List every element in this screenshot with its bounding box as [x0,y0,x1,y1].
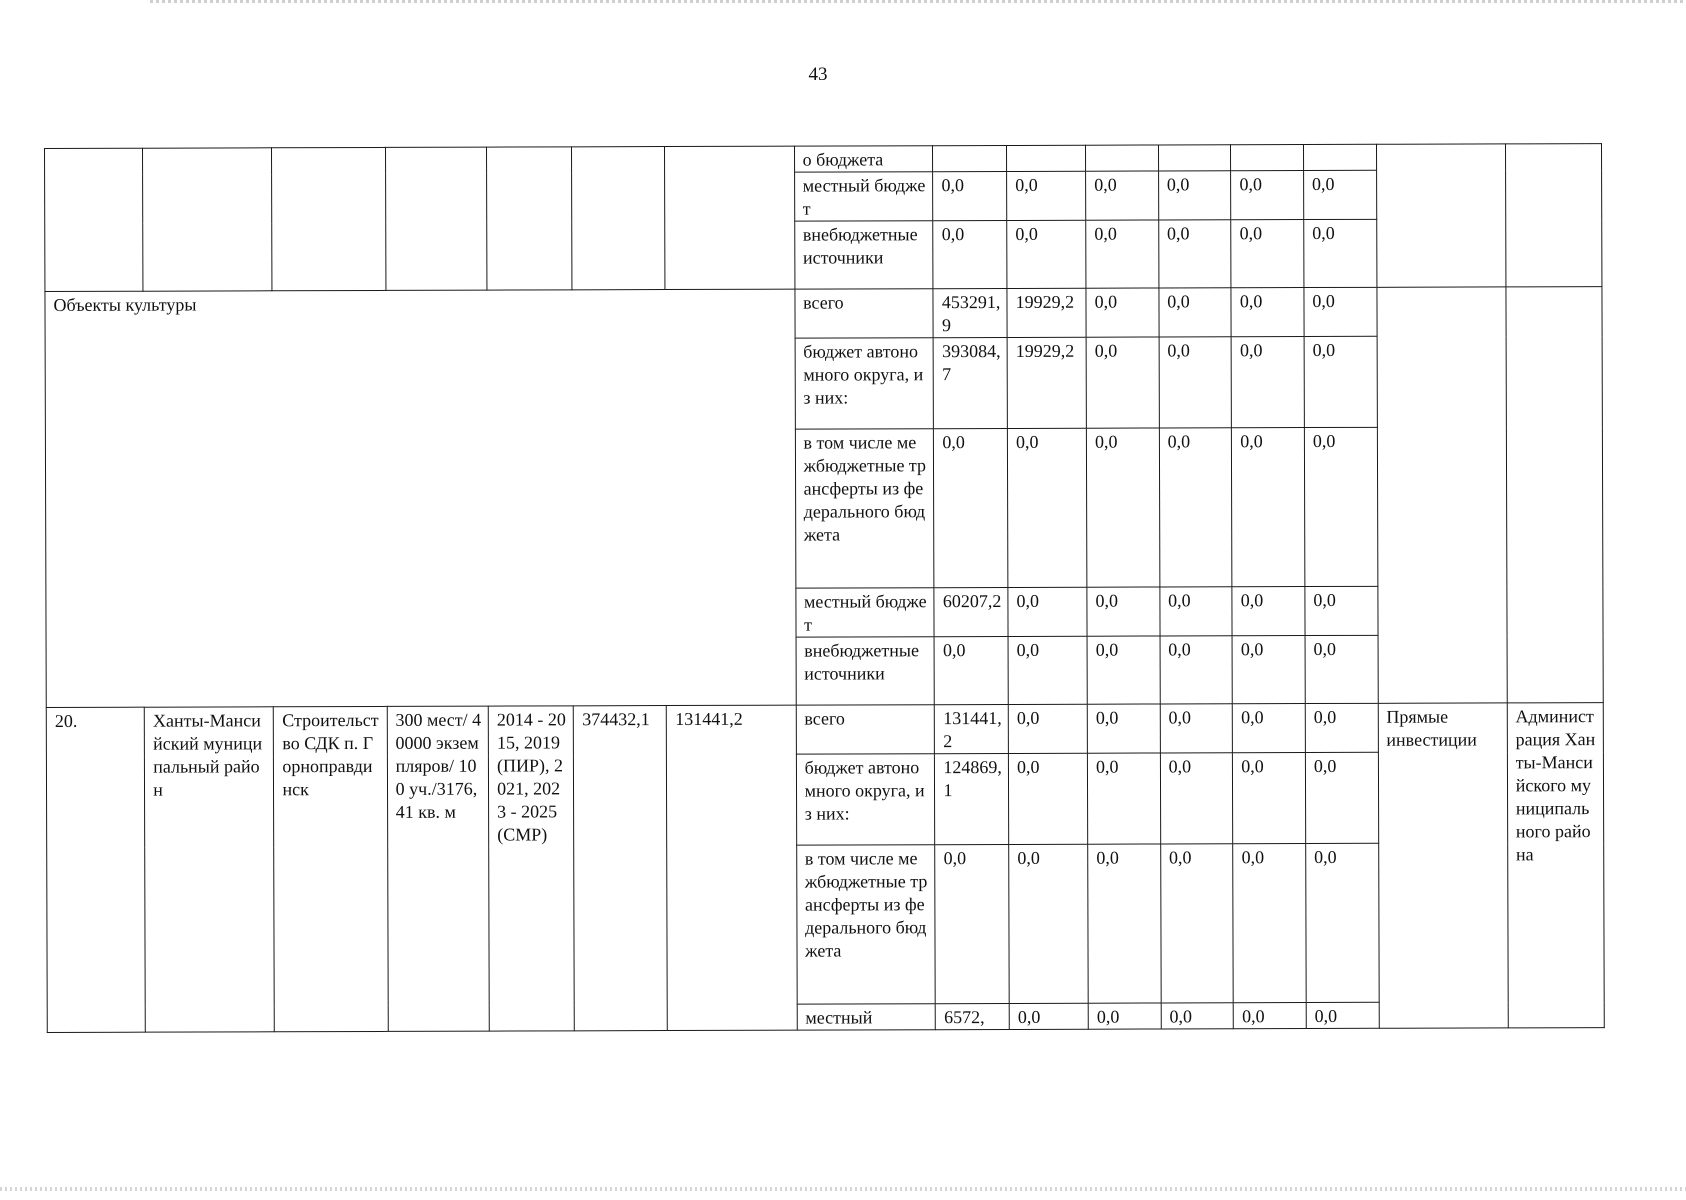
value-cell: 0,0 [1231,337,1304,428]
value-cell [1158,145,1231,171]
value-cell: 0,0 [1009,844,1089,1003]
empty-cell [1376,287,1507,703]
value-cell: 0,0 [1007,171,1086,220]
value-cell: 0,0 [1232,587,1305,636]
value-cell: 0,0 [1008,636,1087,704]
value-cell: 0,0 [933,220,1007,288]
value-cell: 0,0 [1008,753,1087,844]
value-cell: 19929,2 [1007,288,1086,337]
value-cell: 0,0 [1086,288,1159,337]
investment-mechanism: Прямые инвестиции [1378,703,1508,1028]
construction-period: 2014 - 2015, 2019 (ПИР), 2021, 2023 - 2025 (СМР) [488,706,574,1031]
value-cell: 0,0 [1304,336,1377,427]
value-cell: 0,0 [1086,337,1159,428]
value-cell: 0,0 [1008,704,1087,753]
scan-edge-bottom [0,1187,1686,1191]
value-cell: 0,0 [1158,220,1231,288]
value-cell: 0,0 [1305,703,1378,752]
value-cell: 0,0 [1304,287,1377,336]
value-cell: 0,0 [1007,428,1087,587]
empty-cell [1506,287,1604,703]
value-cell: 124869,1 [935,753,1009,844]
empty-cell [1505,144,1602,287]
value-cell: 0,0 [1159,428,1232,587]
value-cell: 0,0 [1232,636,1305,704]
value-cell: 0,0 [1234,1003,1307,1029]
value-cell: 131441,2 [935,704,1009,753]
investment-table [44,143,1605,1033]
funding-source-label: внебюджетные источники [794,221,933,289]
empty-cell [143,148,273,291]
value-cell: 0,0 [1007,220,1086,288]
value-cell [1007,145,1086,171]
value-cell: 0,0 [933,171,1007,220]
value-cell: 0,0 [1233,704,1306,753]
funding-source-label: в том числе межбюджетные трансферты из федерального бюджета [796,845,935,1004]
value-cell: 0,0 [934,428,1008,587]
value-cell: 0,0 [1304,427,1377,586]
value-cell: 0,0 [1233,753,1306,844]
value-cell: 6572, [936,1003,1010,1029]
page-number: 43 [808,64,828,85]
value-cell: 60207,2 [934,587,1008,636]
value-cell: 0,0 [1160,636,1233,704]
funding-source-label: местный бюджет [794,172,933,221]
funding-source-label: бюджет автономного округа, из них: [796,754,935,845]
value-cell: 0,0 [1160,844,1233,1003]
customer-name: Администрация Ханты-Мансийского муниципального района [1507,703,1604,1028]
empty-cell [385,147,487,290]
value-cell: 0,0 [1008,587,1087,636]
empty-cell [272,147,386,290]
empty-cell [45,148,144,291]
value-cell: 0,0 [1160,753,1233,844]
empty-cell [487,147,573,290]
value-cell: 0,0 [1086,220,1159,288]
estimated-cost: 374432,1 [574,706,668,1031]
value-cell: 0,0 [1087,587,1160,636]
value-cell: 0,0 [1305,752,1378,843]
funding-source-label: всего [796,705,935,754]
funding-source-label: всего [795,289,934,338]
table-row [46,703,1603,757]
value-cell: 0,0 [1160,704,1233,753]
value-cell: 0,0 [935,844,1009,1003]
value-cell: 19929,2 [1007,337,1086,428]
value-cell [1231,145,1304,171]
municipality-name: Ханты-Мансийский муниципальный район [144,707,274,1032]
value-cell: 393084,7 [934,337,1008,428]
value-cell: 0,0 [1305,635,1378,703]
value-cell: 0,0 [1086,171,1159,220]
remaining-cost: 131441,2 [667,705,797,1030]
value-cell: 0,0 [934,636,1008,704]
value-cell [1086,145,1159,171]
funding-source-label: бюджет автономного округа, из них: [795,338,934,429]
object-name: Строительство СДК п. Горноправдинск [274,706,388,1031]
value-cell: 0,0 [1231,220,1304,288]
value-cell: 0,0 [1087,704,1160,753]
value-cell: 0,0 [1231,288,1304,337]
value-cell: 0,0 [1088,753,1161,844]
document-sheet [44,143,1605,1044]
value-cell: 0,0 [1232,428,1305,587]
scan-edge-top [150,0,1686,3]
value-cell: 0,0 [1303,170,1376,219]
funding-source-label: о бюджета [794,146,933,172]
value-cell [933,145,1007,171]
value-cell: 0,0 [1304,219,1377,287]
value-cell: 0,0 [1233,844,1306,1003]
object-capacity: 300 мест/ 40000 экземпляров/ 100 уч./3176,41 кв. м [387,706,489,1031]
table-row [45,287,1602,341]
value-cell: 0,0 [1088,1003,1161,1029]
value-cell: 0,0 [1306,843,1379,1002]
section-title: Объекты культуры [45,289,796,707]
value-cell: 453291,9 [933,288,1007,337]
value-cell: 0,0 [1087,636,1160,704]
value-cell: 0,0 [1009,1003,1088,1029]
value-cell: 0,0 [1160,587,1233,636]
empty-cell [1376,144,1506,287]
empty-cell [665,146,795,289]
value-cell: 0,0 [1306,1002,1379,1028]
value-cell: 0,0 [1161,1003,1234,1029]
funding-source-label: местный [797,1004,936,1030]
value-cell: 0,0 [1305,586,1378,635]
value-cell: 0,0 [1088,844,1161,1003]
value-cell: 0,0 [1158,171,1231,220]
value-cell: 0,0 [1231,171,1304,220]
value-cell: 0,0 [1086,428,1159,587]
item-number: 20. [46,707,145,1032]
funding-source-label: в том числе межбюджетные трансферты из федерального бюджета [795,429,934,588]
value-cell: 0,0 [1159,337,1232,428]
funding-source-label: местный бюджет [795,588,934,637]
empty-cell [572,147,665,290]
value-cell: 0,0 [1159,288,1232,337]
value-cell [1303,144,1376,170]
funding-source-label: внебюджетные источники [796,637,935,705]
